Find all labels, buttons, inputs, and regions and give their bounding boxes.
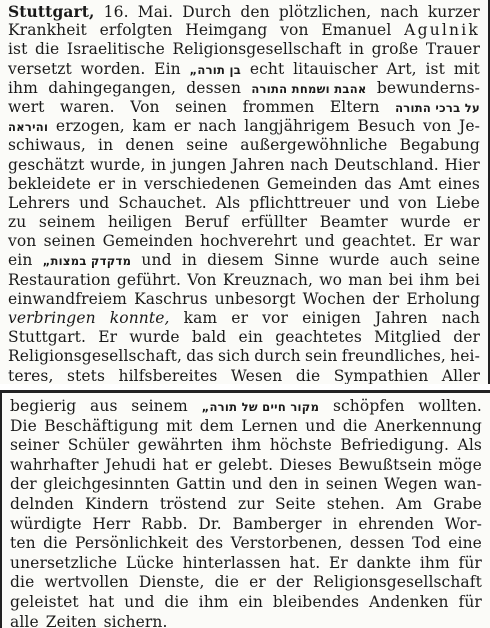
word: Am [396,494,423,513]
text-line [8,328,480,347]
word: frommen [242,97,315,116]
word: delnden [10,494,74,513]
word: Als [457,436,482,455]
word: Gemeinden [266,174,358,193]
word: den [240,3,270,21]
word: Rabb. [141,514,188,533]
word: Dienste, [138,573,205,592]
word: mit [453,59,480,78]
word: aus [90,397,118,415]
word: hinterlassen [182,553,281,572]
word: Sinne [273,251,320,270]
word: Dr. [198,514,222,533]
word: wollten. [418,397,482,415]
word: von [8,232,37,251]
word: Religionsgesellschaft, [8,347,182,366]
hebrew-phrase: והיראה [8,120,49,135]
word: echt [249,59,285,78]
word: Gemeinden [102,232,193,251]
word: Bewußtsein [338,455,432,474]
word: Seite [274,494,316,513]
word: seinem [38,213,96,232]
word: einigen [302,309,361,327]
word: seine [438,251,480,270]
word: geachtetes [275,328,362,347]
word: wurde [129,328,180,347]
word: die [43,534,68,553]
word: ihm [419,270,450,289]
word: hochverehrt [200,232,298,251]
text-line [10,495,482,515]
word: stets [66,366,106,384]
word: in [98,136,114,155]
text-line [8,156,480,175]
word: Dieses [279,455,332,474]
word: Deutschland. [334,155,439,174]
word: gleichgesinnten [43,475,170,494]
word: seinen [43,232,96,251]
word: eine [448,534,482,553]
word: nach [290,155,329,174]
word: Beschäftigung [44,416,159,435]
word: in [304,475,320,494]
word: ihm [419,553,450,572]
word: ist [425,59,445,78]
word: die [10,573,35,592]
word: schiwaus, [8,136,86,155]
word: und [359,193,390,212]
word: er [173,117,191,136]
word: geführt. [116,270,182,289]
word: Verstorbenen, [230,534,343,553]
word: hat. [289,553,321,572]
text-line [8,271,480,290]
word: Religionsgesellschaft [172,40,342,59]
word: wertvollen [44,573,129,592]
hebrew-phrase: „מדקדק במצות [42,254,132,269]
word: zur [237,494,264,513]
word: Lernen [241,416,298,435]
word: Er [423,232,443,251]
word: Stuttgart. [8,328,87,347]
word: Anerkennung [374,416,482,435]
word: wert [8,97,45,116]
word: und [305,416,336,435]
word: das [364,174,392,193]
word: große [371,40,419,59]
text-line [8,60,480,79]
text-line [8,367,480,384]
word: Als [215,193,241,212]
word: von [422,117,452,136]
word: Schauchet. [118,193,207,212]
word: langjährigem [244,117,350,136]
word: hat [88,592,115,611]
article-clipping-bottom [0,390,490,628]
word: hei- [450,347,480,366]
word: wurde [400,213,451,232]
word: Jahren [375,309,428,327]
word: dankte [356,553,412,572]
word: er [249,573,266,592]
word: Schüler [67,436,130,455]
word: ten [10,534,36,553]
word: Lehrers [8,193,71,212]
word: erfüllter [241,213,308,232]
text-line [8,136,480,155]
word: die [164,592,189,611]
word: seinen [175,97,227,116]
word: diesem [207,251,264,270]
word: Andenken [368,592,449,611]
word: Wor- [444,514,482,533]
word: ein [238,592,263,611]
word: bei [455,270,480,289]
text-line [8,175,480,194]
word: nach [380,3,419,21]
word: Beruf [184,213,229,232]
text-line [8,98,480,117]
text-line [10,456,482,476]
word: bekleidete [8,174,92,193]
word: Liebe [435,193,480,212]
word: Kreuznach, [222,270,313,289]
word: litauischer [293,59,378,78]
word: gelebt. [218,455,274,474]
word: und [304,232,335,251]
word: seiner [10,436,60,455]
text-line [8,194,480,213]
word: erzogen, [55,117,125,136]
word: kam [183,309,218,327]
text-line [8,21,480,40]
hebrew-phrase: „מקור חיים של תורה [201,400,320,414]
word: kam [132,117,167,136]
word: teres, [8,366,54,384]
text-line [10,515,482,535]
word: seinem [131,397,188,415]
word: Tod [412,534,441,553]
word: bleibendes [272,592,360,611]
word: möge [438,455,482,474]
word: von [398,193,427,212]
word: Grabe [433,494,482,513]
text-line [10,573,482,593]
word: bewunderns- [376,78,480,97]
word: 16. [103,3,129,21]
word: denen [125,136,175,155]
word: Religionsgesellschaft [312,573,482,592]
word: Heimgang [185,21,268,40]
word: in [151,155,167,174]
word: wurde, [90,155,146,174]
word: die [342,416,368,435]
word: pflichttreuer [249,193,351,212]
word: Er [328,553,348,572]
word: schöpfen [332,397,405,415]
word: ihm [198,592,229,611]
word: der [372,289,400,308]
word: heiligen [108,213,172,232]
word: in [121,174,138,193]
text-line [8,117,480,136]
word: eines [438,174,480,193]
word: würdigte [10,514,82,533]
word: ehrenden [358,514,434,533]
word: dem [199,416,234,435]
word: dessen [186,78,242,97]
word: Befriedigung. [340,436,450,455]
word: die [34,40,60,59]
word: man [348,270,383,289]
word: Von [187,270,217,289]
word: er [231,309,249,327]
word: versetzt [8,59,72,78]
word: die [214,573,239,592]
word: dessen [349,534,405,553]
word: dahingegangen, [48,78,176,97]
word: kurzer [427,3,480,21]
text-line [8,251,480,270]
word: wan- [443,475,482,494]
word: unbesorgt [214,289,296,308]
word: Beamter [319,213,388,232]
text-line [8,213,480,232]
word: alle [10,612,39,628]
word: ein [238,328,263,347]
word: ihm [231,436,262,455]
word: plötzlichen, [278,3,372,21]
word: das [186,347,214,366]
text-line [10,436,482,456]
word: und [79,193,110,212]
word: Agulnik [404,21,480,40]
word: und [141,251,172,270]
hebrew-phrase: „בן תורה [189,62,242,77]
word: bald [191,328,227,347]
word: höchste [269,436,332,455]
word: der [10,475,37,494]
word: konnte, [109,309,170,327]
word: zu [8,213,27,232]
word: unersetzliche [10,553,118,572]
word: sein [305,347,338,366]
word: außergewöhnliche [240,136,388,155]
word: Jahren [231,155,285,174]
word: Restauration [8,270,111,289]
word: Sympathien [333,366,429,384]
text-line [8,290,480,309]
word: der [453,328,480,347]
word: Besuch [357,117,416,136]
word: jungen [171,155,227,174]
word: Bamberger [232,514,322,533]
text-line [10,613,482,628]
word: sich [217,347,250,366]
text-line [10,534,482,554]
word: in [181,251,197,270]
text-line [10,593,482,613]
word: geachtet. [341,232,417,251]
word: Begabung [399,136,480,155]
word: Von [130,97,160,116]
word: einwandfreiem [8,289,127,308]
word: tröstend [159,494,227,513]
word: sichern. [103,612,168,628]
word: war [449,232,480,251]
word: nach [198,117,237,136]
word: seinen [325,475,378,494]
word: Zeiten [45,612,97,628]
word: auch [389,251,429,270]
word: Emanuel [321,21,392,40]
word: gewährten [137,436,223,455]
word: des [195,534,224,553]
word: von [280,21,309,40]
word: stehen. [326,494,385,513]
word: und [124,592,155,611]
word: den [268,475,298,494]
word: geschätzt [8,155,85,174]
text-line [10,475,482,495]
word: er [98,174,115,193]
word: Eltern [329,97,380,116]
word: für [458,592,482,611]
word: Gattin [176,475,226,494]
word: er [194,455,212,474]
word: vor [262,309,288,327]
word: Herr [92,514,131,533]
word: begierig [10,397,77,415]
word: Wesen [230,366,283,384]
word: Je- [459,117,480,136]
word: wahrhafter [10,455,99,474]
word: Art, [386,59,417,78]
word: wo [319,270,343,289]
word: Hier [444,155,480,174]
word: Die [10,416,37,435]
word: hilfsbereites [118,366,218,384]
word: nach [441,309,480,327]
word: der [276,573,303,592]
word: wurde [329,251,380,270]
text-line [10,417,482,437]
word: und [232,475,263,494]
word: worden. [80,59,146,78]
word: Persönlichkeit [74,534,189,553]
word: mit [166,416,193,435]
text-line [8,309,480,328]
word: Trauer [425,40,480,59]
word: durch [254,347,301,366]
text-line [8,79,480,98]
hebrew-phrase: על ברכי התורה [395,100,480,115]
word: die [295,366,321,384]
word: waren. [60,97,115,116]
word: Aller [441,366,480,384]
word: Erholung [406,289,480,308]
hebrew-phrase: אהבת ושמחת התורה [251,81,367,96]
word: Amt [398,174,432,193]
word: Lücke [125,553,174,572]
word: in [348,40,365,59]
word: Ein [154,59,181,78]
word: geleistet [10,592,79,611]
text-line [10,554,482,574]
text-line [8,347,480,366]
word: freundliches, [341,347,446,366]
text-line [8,40,480,59]
word: verbringen [8,309,96,327]
word: Wegen [384,475,438,494]
word: ihm [8,78,38,97]
word: bei [388,270,414,289]
word: ist [8,40,28,59]
word: Wochen [302,289,366,308]
word: ein [8,251,33,270]
word: Er [98,328,118,347]
word: Stuttgart, [8,2,95,21]
word: erfolgten [99,21,173,40]
word: Durch [182,3,232,21]
word: Kindern [84,494,149,513]
word: Mitglied [374,328,441,347]
word: seine [186,136,229,155]
word: er [463,213,480,232]
text-line [8,2,480,21]
word: hat [162,455,189,474]
word: Jehudi [105,455,157,474]
word: verschiedenen [144,174,260,193]
word: für [458,553,482,572]
word: Kaschrus [134,289,208,308]
word: Mai. [137,3,174,21]
text-line [8,232,480,251]
word: Israelitische [66,40,165,59]
word: in [332,514,348,533]
word: Krankheit [8,21,87,40]
text-line [10,397,482,417]
